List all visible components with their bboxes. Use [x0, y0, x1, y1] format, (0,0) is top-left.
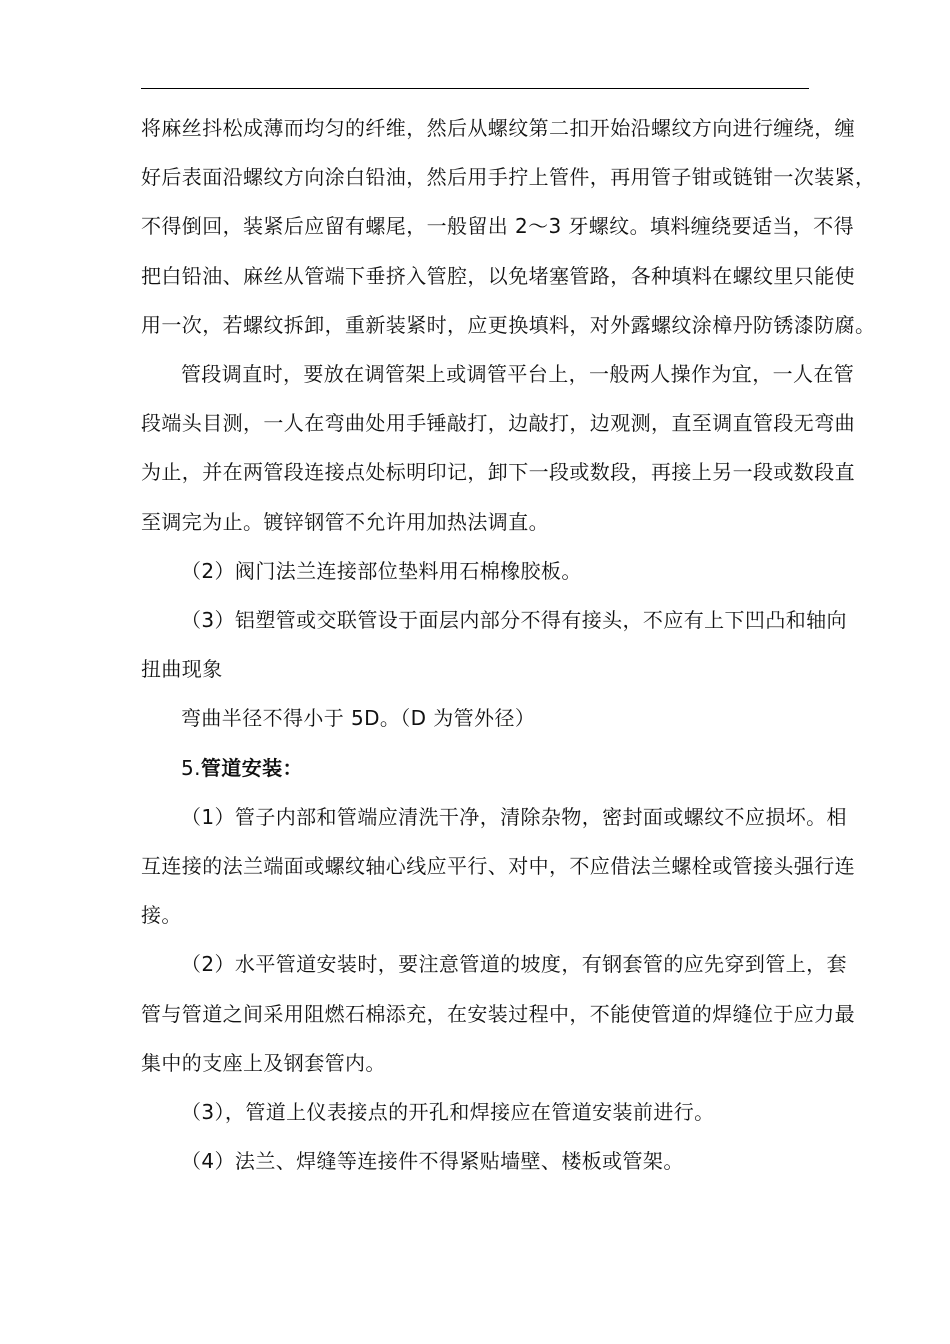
text-line: 至调完为止。镀锌钢管不允许用加热法调直。	[141, 509, 549, 534]
paragraph-pipe-cleaning	[141, 793, 855, 941]
paragraph-valve-gasket	[141, 547, 811, 596]
text-line: （3）铝塑管或交联管设于面层内部分不得有接头，不应有上下凹凸和轴向	[181, 608, 847, 633]
text-line: 管段调直时，要放在调管架上或调管平台上，一般两人操作为宜，一人在管	[181, 362, 855, 387]
paragraph-bend-radius	[141, 694, 811, 743]
text-line: （3），管道上仪表接点的开孔和焊接应在管道安装前进行。	[181, 1100, 715, 1125]
paragraph-instrument-taps	[141, 1088, 811, 1137]
paragraph-pipe-straightening	[141, 350, 855, 547]
text-line: （4）法兰、焊缝等连接件不得紧贴墙壁、楼板或管架。	[181, 1149, 684, 1174]
paragraph-thread-winding	[141, 104, 876, 350]
text-line: （2）阀门法兰连接部位垫料用石棉橡胶板。	[181, 558, 582, 583]
paragraph-flange-clearance	[141, 1137, 811, 1186]
section-title: 管道安装：	[200, 755, 303, 780]
text-line: 集中的支座上及钢套管内。	[141, 1050, 386, 1075]
text-line: 弯曲半径不得小于 5D。（D 为管外径）	[181, 706, 536, 731]
text-line: （2）水平管道安装时，要注意管道的坡度，有钢套管的应先穿到管上，套	[181, 952, 847, 977]
text-line: 好后表面沿螺纹方向涂白铅油，然后用手拧上管件，再用管子钳或链钳一次装紧，	[141, 165, 876, 190]
text-line: 为止，并在两管段连接点处标明印记，卸下一段或数段，再接上另一段或数段直	[141, 460, 855, 485]
text-line: 用一次，若螺纹拆卸，重新装紧时，应更换填料，对外露螺纹涂樟丹防锈漆防腐。	[141, 312, 876, 337]
text-line: 不得倒回，装紧后应留有螺尾，一般留出 2～3 牙螺纹。填料缠绕要适当，不得	[141, 214, 854, 239]
text-line: 将麻丝抖松成薄而均匀的纤维，然后从螺纹第二扣开始沿螺纹方向进行缠绕，缠	[141, 116, 855, 140]
text-line: 扭曲现象	[141, 657, 223, 682]
section-heading-pipe-installation	[141, 744, 811, 793]
document-body	[141, 104, 876, 1186]
paragraph-plastic-pipe	[141, 596, 847, 694]
text-line: 管与管道之间采用阻燃石棉添充，在安装过程中，不能使管道的焊缝位于应力最	[141, 1001, 855, 1026]
text-line: 互连接的法兰端面或螺纹轴心线应平行、对中，不应借法兰螺栓或管接头强行连	[141, 854, 855, 879]
paragraph-horizontal-pipe	[141, 940, 855, 1088]
text-line: 把白铅油、麻丝从管端下垂挤入管腔，以免堵塞管路，各种填料在螺纹里只能使	[141, 263, 855, 288]
text-line: 段端头目测，一人在弯曲处用手锤敲打，边敲打，边观测，直至调直管段无弯曲	[141, 411, 855, 436]
section-heading	[181, 756, 303, 780]
text-line: 接。	[141, 903, 182, 928]
header-rule	[141, 88, 809, 89]
section-number: 5.	[181, 755, 201, 780]
text-line: （1）管子内部和管端应清洗干净，清除杂物，密封面或螺纹不应损坏。相	[181, 804, 847, 829]
